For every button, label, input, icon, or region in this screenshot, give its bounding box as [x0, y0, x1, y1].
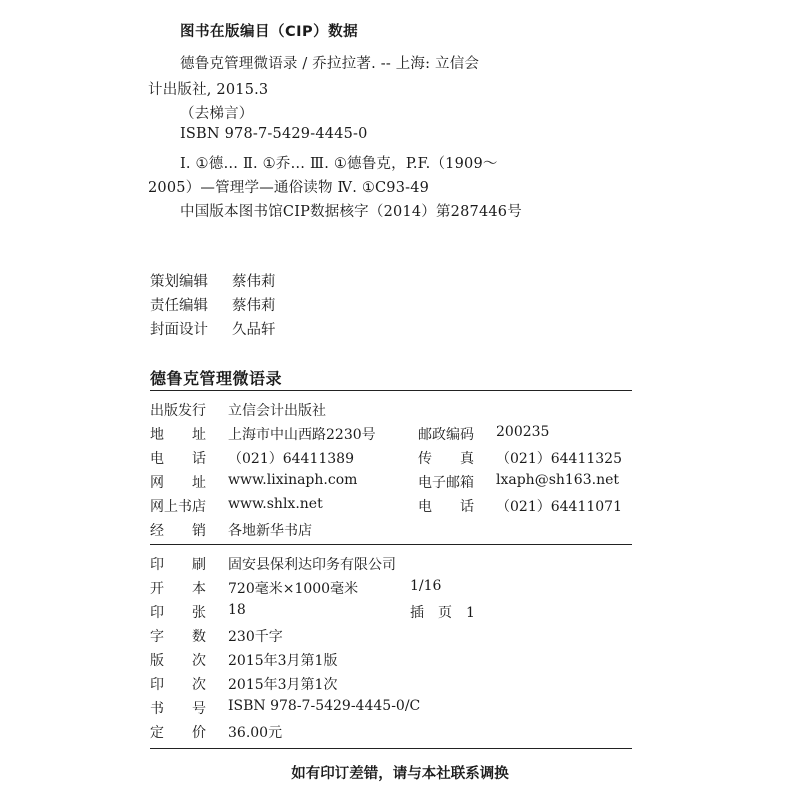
field-value: 36.00元	[228, 725, 283, 741]
divider	[150, 390, 632, 391]
staff-value: 蔡伟莉	[232, 298, 276, 314]
staff-label: 责任编辑	[150, 298, 208, 314]
staff-label: 封面设计	[150, 322, 208, 338]
website-link[interactable]: www.lixinaph.com	[228, 472, 358, 488]
field-label: 版 次	[150, 653, 206, 669]
field-value: ISBN 978-7-5429-4445-0/C	[228, 698, 421, 714]
field-label: 地 址	[150, 427, 206, 443]
field-value: 200235	[496, 424, 550, 440]
field-label: 邮政编码	[418, 427, 474, 443]
field-value: 插 页 1	[410, 605, 475, 621]
field-label: 印 次	[150, 677, 206, 693]
email-link[interactable]: lxaph@sh163.net	[496, 472, 619, 488]
cip-title: 图书在版编目（CIP）数据	[180, 24, 359, 40]
staff-row-responsible-editor	[150, 294, 276, 315]
cip-line: 计出版社, 2015.3	[148, 82, 269, 98]
field-value: 720毫米×1000毫米	[228, 581, 359, 597]
divider	[150, 544, 632, 545]
divider	[150, 748, 632, 749]
field-label: 出版发行	[150, 403, 206, 419]
field-label: 经 销	[150, 523, 206, 539]
field-value: 立信会计出版社	[228, 403, 326, 419]
field-value: 2015年3月第1次	[228, 677, 338, 693]
field-value: 1/16	[410, 578, 442, 594]
cip-line: 2005）—管理学—通俗读物 Ⅳ. ①C93-49	[148, 180, 430, 196]
cip-line: （去梯言）	[180, 106, 254, 122]
field-value: （021）64411325	[496, 451, 622, 467]
field-label: 定 价	[150, 725, 206, 741]
field-label: 网上书店	[150, 499, 206, 515]
field-label: 电子邮箱	[418, 475, 474, 491]
field-label: 书 号	[150, 701, 206, 717]
field-value: 230千字	[228, 629, 283, 645]
staff-value: 久品轩	[232, 322, 276, 338]
field-label: 印 张	[150, 605, 206, 621]
field-value: （021）64411071	[496, 499, 622, 515]
cip-line: Ⅰ. ①德… Ⅱ. ①乔… Ⅲ. ①德鲁克，P.F.（1909～	[180, 156, 498, 172]
online-store-link[interactable]: www.shlx.net	[228, 496, 323, 512]
field-label: 字 数	[150, 629, 206, 645]
field-value: （021）64411389	[228, 451, 354, 467]
field-label: 印 刷	[150, 557, 206, 573]
cip-line: 德鲁克管理微语录 / 乔拉拉著. -- 上海: 立信会	[180, 56, 480, 72]
staff-row-planning-editor	[150, 270, 276, 291]
footer-note: 如有印订差错，请与本社联系调换	[291, 766, 509, 782]
staff-label: 策划编辑	[150, 274, 208, 290]
cip-line: ISBN 978-7-5429-4445-0	[180, 126, 368, 142]
field-label: 开 本	[150, 581, 206, 597]
book-title: 德鲁克管理微语录	[150, 369, 283, 388]
field-label: 电 话	[418, 499, 474, 515]
cip-line: 中国版本图书馆CIP数据核字（2014）第287446号	[180, 204, 522, 220]
field-value: 2015年3月第1版	[228, 653, 338, 669]
staff-row-cover-design	[150, 318, 276, 339]
staff-value: 蔡伟莉	[232, 274, 276, 290]
field-value: 各地新华书店	[228, 523, 312, 539]
field-label: 网 址	[150, 475, 206, 491]
field-value: 上海市中山西路2230号	[228, 427, 376, 443]
field-label: 传 真	[418, 451, 474, 467]
field-value: 固安县保利达印务有限公司	[228, 557, 396, 573]
field-label: 电 话	[150, 451, 206, 467]
field-value: 18	[228, 602, 246, 618]
